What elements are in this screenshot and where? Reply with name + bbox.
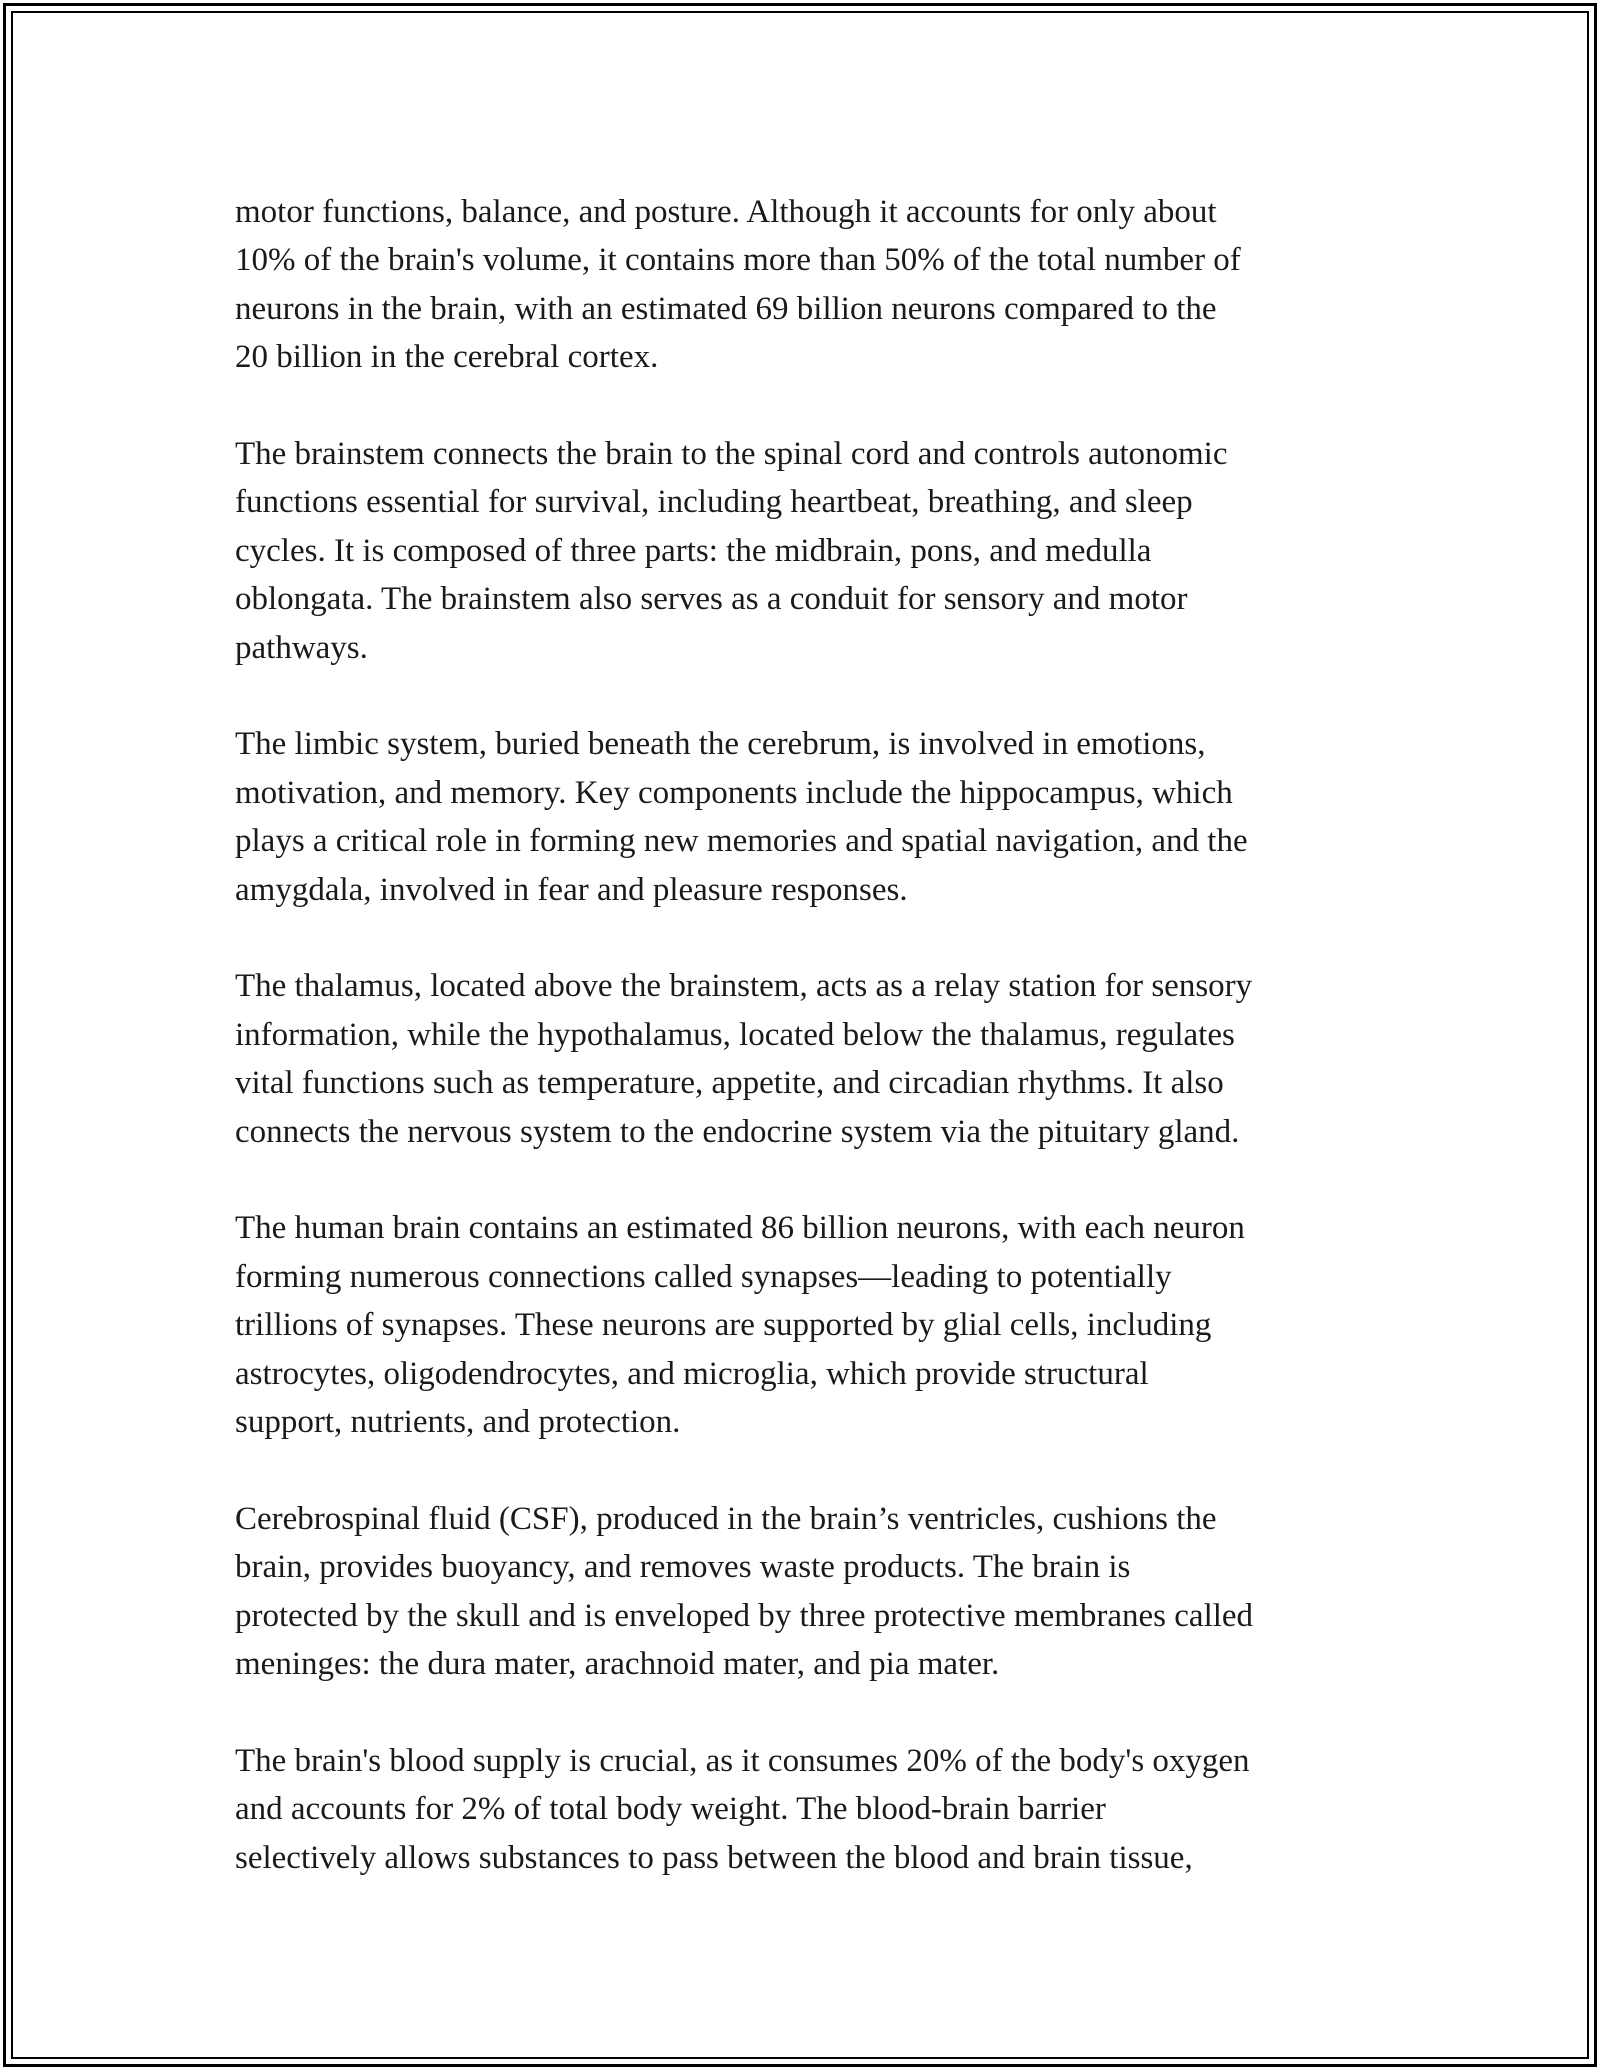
paragraph-limbic-system: The limbic system, buried beneath the cerebrum, is involved in emotions, motivation, and memory. Key components include the hippocampus, which plays a critical role in forming new memories and spatial navigation, and the amygdala, involved in fear and pleasure responses. xyxy=(235,726,1248,908)
paragraph-thalamus: The thalamus, located above the brainstem, acts as a relay station for sensory information, while the hypothalamus, located below the thalamus, regulates vital functions such as temperature, appetite, and circadian rhythms. It also connects the nervous system to the endocrine system via the pituitary gland. xyxy=(235,968,1253,1150)
paragraph-cerebrospinal-fluid: Cerebrospinal fluid (CSF), produced in the brain’s ventricles, cushions the brain, provides buoyancy, and removes waste products. The brain is protected by the skull and is enveloped by three protective membranes called meninges: the dura mater, arachnoid mater, and pia mater. xyxy=(235,1500,1254,1683)
paragraph-cerebellum-continued: motor functions, balance, and posture. Although it accounts for only about 10% of the brain's volume, it contains more than 50% of the total number of neurons in the brain, with an estimated 69 billion neurons compared to the 20 billion in the cerebral cortex. xyxy=(235,194,1241,376)
paragraph-blood-supply: The brain's blood supply is crucial, as it consumes 20% of the body's oxygen and accounts for 2% of total body weight. The blood-brain barrier selectively allows substances to pass between the blood and brain tissue, xyxy=(235,1742,1250,1876)
paragraph-neurons: The human brain contains an estimated 86 billion neurons, with each neuron forming numerous connections called synapses—leading to potentially trillions of synapses. These neurons are supported by glial cells, including astrocytes, oligodendrocytes, and microglia, which provide structural support, nutrients, and protection. xyxy=(235,1210,1245,1441)
document-body xyxy=(235,188,1415,1882)
paragraph-brainstem: The brainstem connects the brain to the spinal cord and controls autonomic functions essential for survival, including heartbeat, breathing, and sleep cycles. It is composed of three parts: the midbrain, pons, and medulla oblongata. The brainstem also serves as a conduit for sensory and motor pathways. xyxy=(235,436,1228,666)
